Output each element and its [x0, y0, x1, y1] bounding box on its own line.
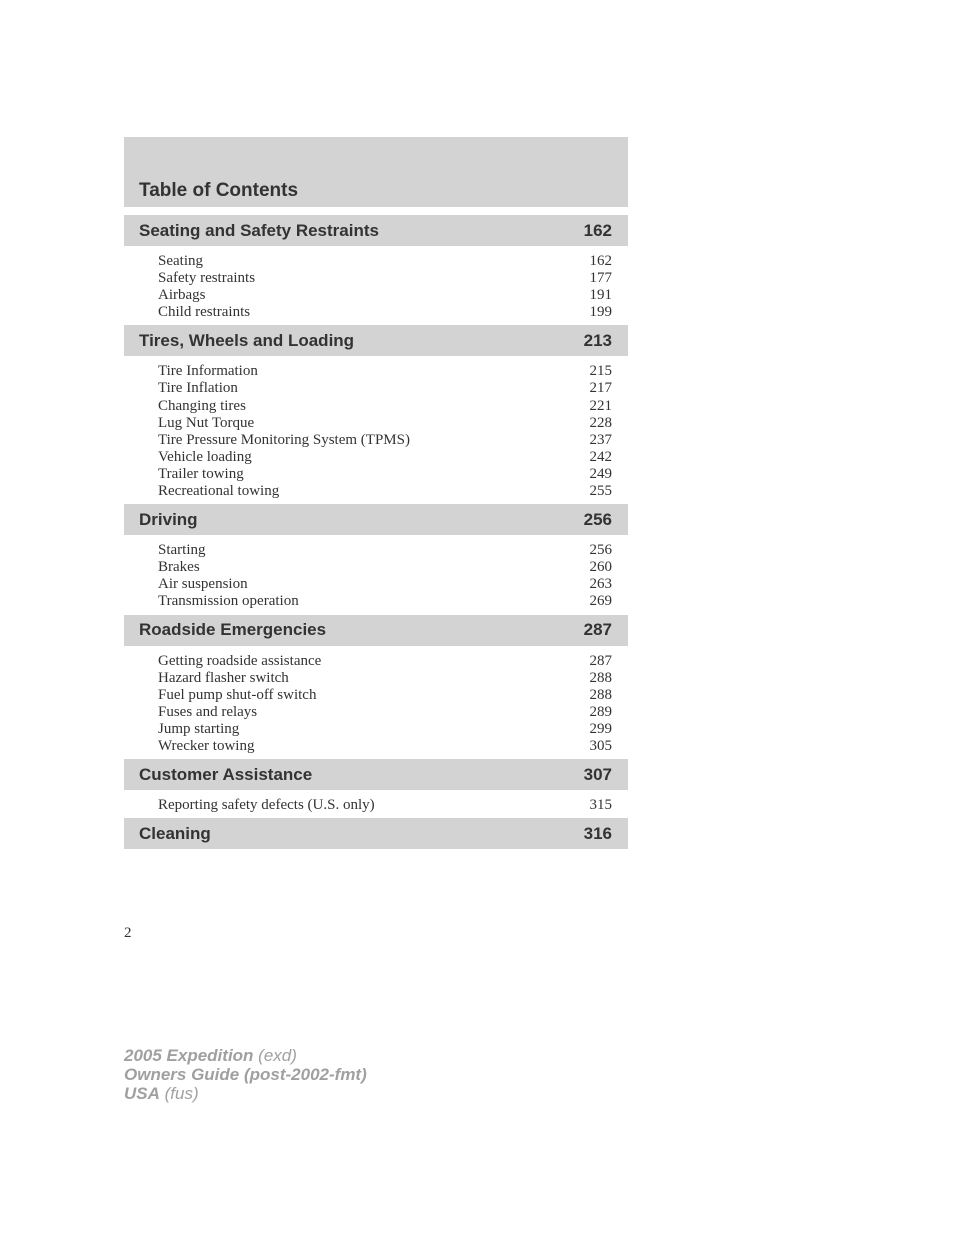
list-item[interactable] — [158, 398, 612, 415]
footer-line-guide — [124, 1065, 367, 1084]
list-item[interactable] — [158, 304, 612, 321]
section-page: 213 — [583, 330, 612, 350]
item-label: Seating — [158, 253, 203, 269]
section-title: Roadside Emergencies — [139, 620, 327, 639]
item-label: Recreational towing — [158, 483, 280, 500]
item-label: Brakes — [158, 559, 200, 576]
footer-line-market — [124, 1084, 367, 1103]
list-item[interactable] — [158, 466, 612, 483]
section-items — [124, 356, 628, 501]
footer-line-model — [124, 1046, 367, 1065]
section-items — [124, 790, 628, 815]
section-items — [124, 646, 628, 757]
item-page: 162 — [589, 253, 612, 269]
item-label: Tire Pressure Monitoring System (TPMS) — [158, 431, 410, 448]
item-label: Trailer towing — [158, 465, 244, 482]
item-label: Getting roadside assistance — [158, 652, 322, 669]
footer-market: USA — [124, 1084, 160, 1103]
page-number: 2 — [124, 925, 132, 941]
item-page: 191 — [589, 287, 612, 304]
section-title: Customer Assistance — [139, 764, 313, 784]
list-item[interactable] — [158, 797, 612, 814]
section-page: 256 — [583, 509, 612, 529]
item-page: 237 — [589, 431, 612, 448]
item-page: 287 — [589, 652, 612, 669]
list-item[interactable] — [158, 721, 612, 738]
item-label: Lug Nut Torque — [158, 414, 255, 431]
item-label: Transmission operation — [158, 593, 299, 610]
list-item[interactable] — [158, 287, 612, 304]
item-page: 260 — [589, 559, 612, 576]
item-page: 199 — [589, 304, 612, 321]
list-item[interactable] — [158, 483, 612, 500]
section-items — [124, 246, 628, 322]
list-item[interactable] — [158, 687, 612, 704]
item-page: 215 — [589, 363, 612, 380]
item-page: 256 — [589, 542, 612, 559]
list-item[interactable] — [158, 576, 612, 593]
item-label: Vehicle loading — [158, 448, 252, 465]
section-page: 162 — [583, 220, 612, 240]
item-page: 177 — [589, 270, 612, 287]
item-page: 305 — [589, 737, 612, 754]
item-label: Fuel pump shut-off switch — [158, 686, 317, 703]
item-page: 217 — [589, 380, 612, 397]
section-header[interactable] — [124, 818, 628, 849]
list-item[interactable] — [158, 653, 612, 670]
list-item[interactable] — [158, 415, 612, 432]
item-label: Hazard flasher switch — [158, 669, 289, 686]
item-page: 249 — [589, 465, 612, 482]
item-label: Reporting safety defects (U.S. only) — [158, 797, 375, 814]
footer-market-code: (fus) — [164, 1084, 199, 1103]
item-page: 288 — [589, 686, 612, 703]
item-page: 269 — [589, 593, 612, 610]
item-page: 242 — [589, 448, 612, 465]
section-page: 307 — [583, 764, 612, 784]
item-label: Fuses and relays — [158, 703, 258, 720]
item-page: 228 — [589, 414, 612, 431]
section-items — [124, 535, 628, 611]
item-page: 315 — [589, 797, 612, 814]
section-title: Seating and Safety Restraints — [139, 220, 379, 240]
list-item[interactable] — [158, 380, 612, 397]
item-label: Wrecker towing — [158, 737, 255, 754]
section-title: Cleaning — [139, 823, 211, 843]
list-item[interactable] — [158, 704, 612, 721]
item-page: 255 — [589, 483, 612, 500]
list-item[interactable] — [158, 559, 612, 576]
item-page: 289 — [589, 703, 612, 720]
list-item[interactable] — [158, 270, 612, 287]
item-label: Jump starting — [158, 720, 240, 737]
list-item[interactable] — [158, 449, 612, 466]
section-title: Tires, Wheels and Loading — [139, 330, 355, 350]
toc-title-box — [124, 137, 628, 207]
section-title: Driving — [139, 509, 198, 529]
item-label: Tire Information — [158, 363, 258, 380]
list-item[interactable] — [158, 363, 612, 380]
section-header[interactable] — [124, 325, 628, 356]
item-label: Starting — [158, 542, 206, 559]
footer-model-code: (exd) — [258, 1046, 297, 1065]
section-header[interactable] — [124, 759, 628, 790]
item-page: 221 — [589, 397, 612, 414]
footer-model: 2005 Expedition — [124, 1046, 254, 1065]
section-header[interactable] — [124, 215, 628, 246]
item-label: Tire Inflation — [158, 380, 238, 397]
toc-title: Table of Contents — [139, 180, 299, 201]
item-label: Changing tires — [158, 397, 246, 414]
section-header[interactable] — [124, 504, 628, 535]
footer-guide: Owners Guide (post-2002-fmt) — [124, 1065, 367, 1084]
item-label: Air suspension — [158, 576, 248, 593]
item-label: Airbags — [158, 287, 206, 304]
item-label: Safety restraints — [158, 270, 256, 287]
section-page: 316 — [583, 823, 612, 843]
list-item[interactable] — [158, 432, 612, 449]
list-item[interactable] — [158, 253, 612, 270]
table-of-contents — [124, 137, 628, 849]
item-page: 288 — [589, 669, 612, 686]
document-footer — [124, 1046, 367, 1103]
section-header[interactable] — [124, 615, 628, 646]
item-page: 299 — [589, 720, 612, 737]
list-item[interactable] — [158, 670, 612, 687]
section-page: 287 — [583, 620, 612, 639]
item-page: 263 — [589, 576, 612, 593]
list-item[interactable] — [158, 738, 612, 755]
list-item[interactable] — [158, 542, 612, 559]
item-label: Child restraints — [158, 304, 251, 321]
list-item[interactable] — [158, 593, 612, 610]
